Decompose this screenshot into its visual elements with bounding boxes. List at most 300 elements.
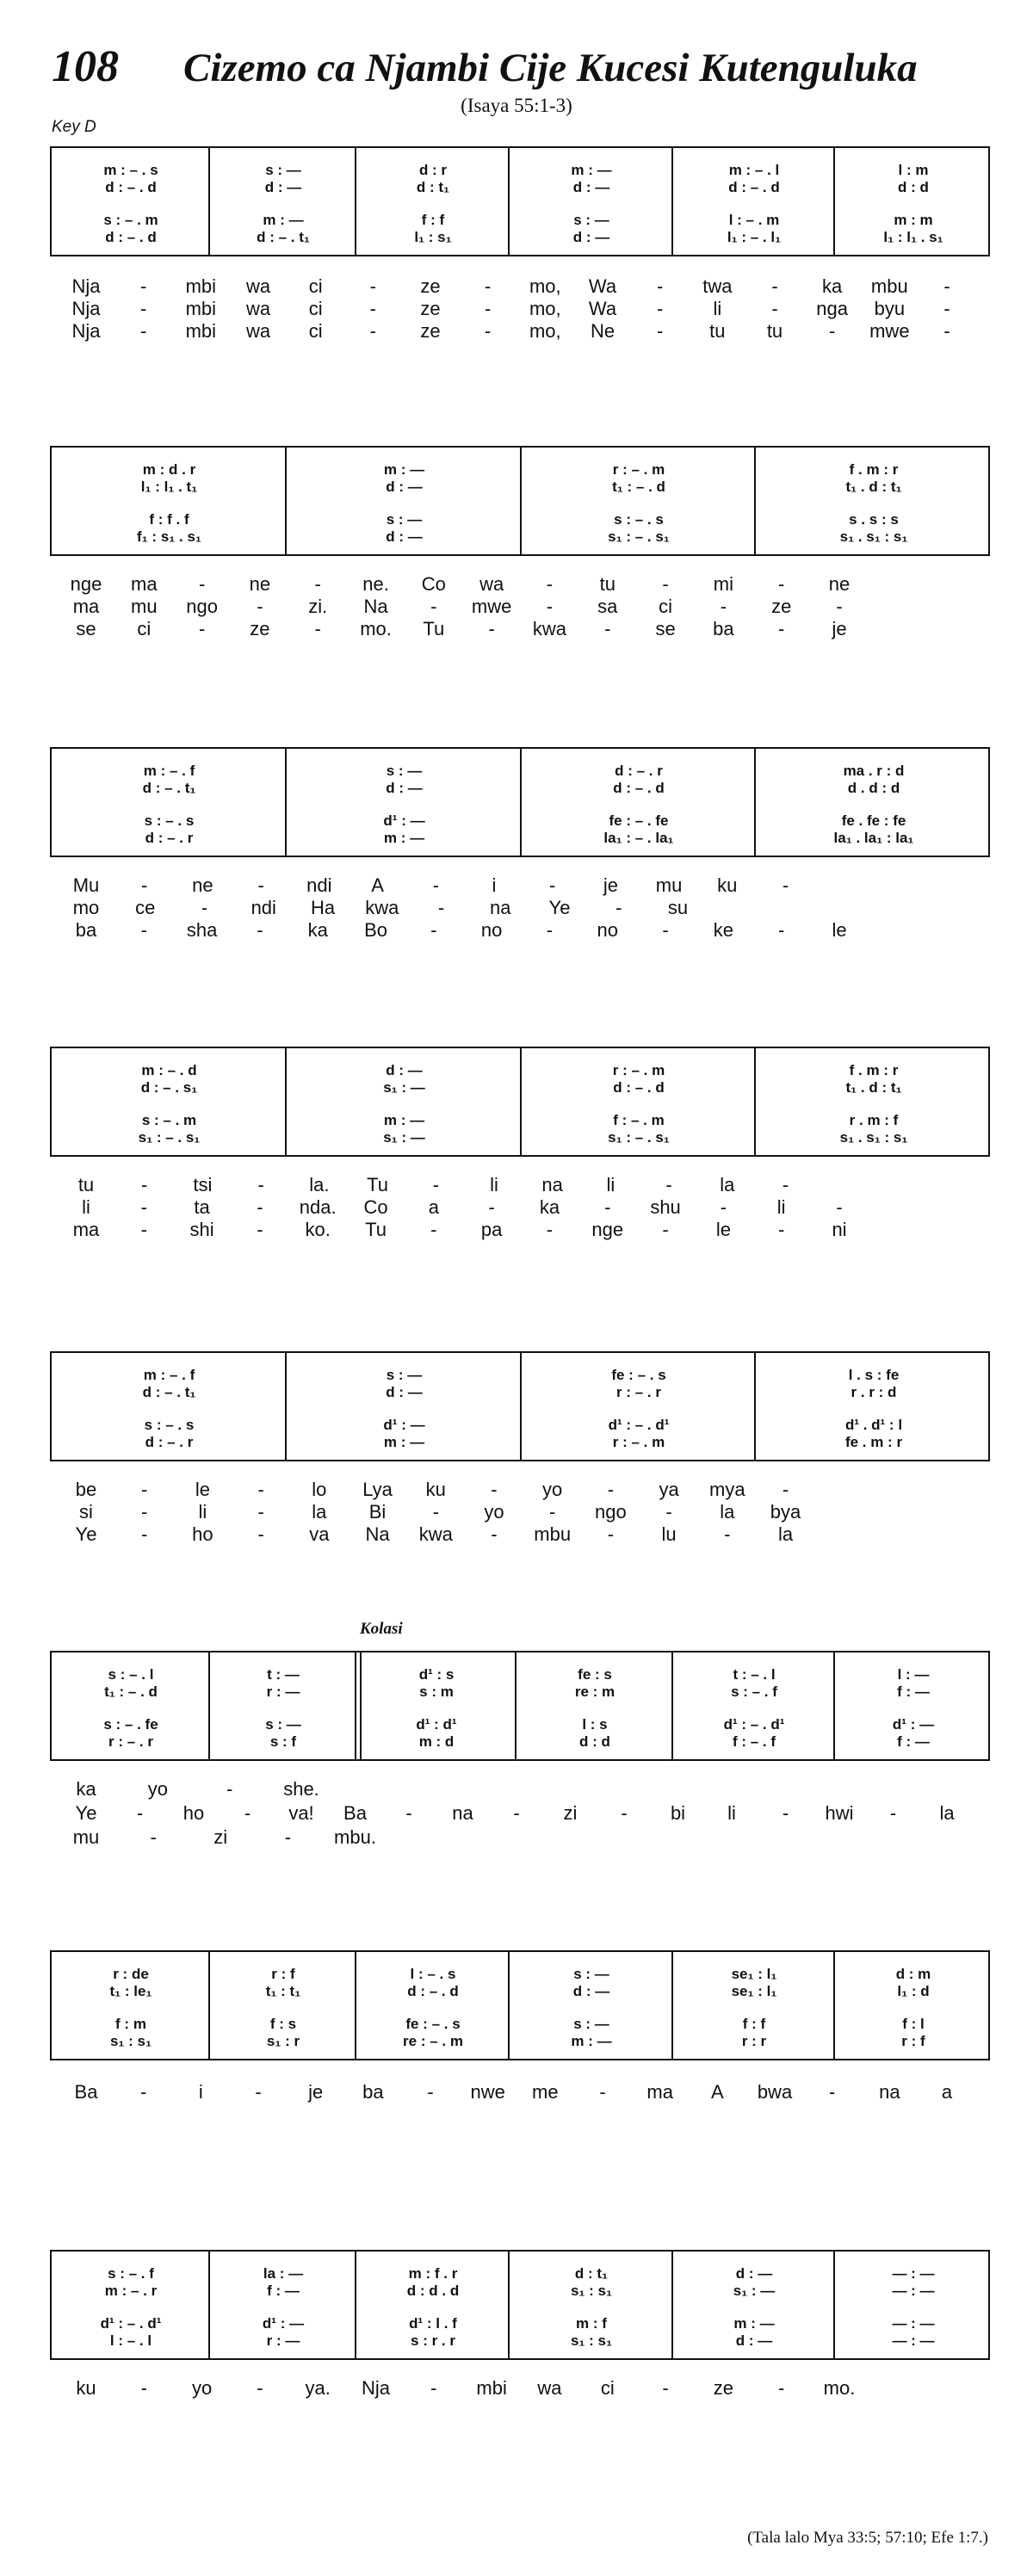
voice-part-notes: s₁ : s₁ bbox=[570, 2332, 613, 2349]
voice-part-notes: fe : – . s bbox=[611, 1367, 666, 1383]
lyric-syllable: - bbox=[491, 1523, 498, 1545]
voice-part-notes: f : f bbox=[421, 212, 445, 228]
lyric-syllable: Na bbox=[363, 596, 388, 617]
bar-line bbox=[671, 2252, 673, 2358]
voice-part-notes: d : — bbox=[572, 179, 610, 195]
lyric-line bbox=[0, 1778, 1033, 1802]
bar-line bbox=[833, 148, 835, 255]
voice-part-notes: s : – . m bbox=[103, 212, 158, 228]
lyric-syllable: - bbox=[546, 573, 554, 595]
lyric-syllable: - bbox=[488, 1196, 495, 1218]
lyric-syllable: - bbox=[257, 1174, 264, 1195]
voice-part-notes: t₁ . d : t₁ bbox=[845, 1079, 902, 1096]
lyric-syllable: ne bbox=[249, 573, 271, 595]
lyric-line bbox=[0, 1501, 1033, 1525]
voice-part-notes: s : — bbox=[386, 511, 423, 528]
lyric-syllable: nga bbox=[816, 298, 849, 319]
lyric-syllable: mbu bbox=[534, 1523, 572, 1545]
lyric-syllable: - bbox=[607, 1523, 615, 1545]
voice-part-notes: m : – . l bbox=[728, 162, 780, 178]
measure bbox=[290, 749, 518, 856]
voice-part-notes: m : f . r bbox=[408, 2265, 458, 2282]
voice-part-notes: f : — bbox=[267, 2283, 300, 2299]
bar-line bbox=[833, 1952, 835, 2059]
lyric-syllable: Ye bbox=[548, 897, 571, 918]
voice-part-notes: d¹ : – . d¹ bbox=[100, 2315, 162, 2332]
lyric-syllable: me bbox=[532, 2081, 559, 2103]
lyric-syllable: zi. bbox=[308, 596, 328, 617]
voice-part-notes: m : – . s bbox=[103, 162, 158, 178]
measure bbox=[290, 1048, 518, 1155]
lyric-syllable: - bbox=[828, 2081, 836, 2103]
lyric-syllable: - bbox=[782, 1802, 789, 1824]
lyric-syllable: - bbox=[257, 1196, 263, 1218]
measure bbox=[513, 148, 670, 255]
voice-part-notes: d¹ : d¹ bbox=[416, 1716, 457, 1733]
lyric-syllable: ni bbox=[832, 1219, 847, 1240]
voice-part-notes: s : — bbox=[386, 1367, 423, 1383]
lyric-syllable: - bbox=[141, 1479, 148, 1500]
voice-part-notes: se₁ : l₁ bbox=[731, 1966, 777, 1982]
voice-part-notes: s : – . l bbox=[108, 1666, 154, 1683]
lyric-syllable: ko. bbox=[305, 1219, 331, 1240]
lyric-syllable: ku bbox=[425, 1479, 446, 1500]
lyric-syllable: la. bbox=[309, 1174, 330, 1195]
lyric-syllable: - bbox=[782, 1174, 789, 1195]
lyric-syllable: Ne bbox=[590, 320, 615, 342]
voice-part-notes: re : – . m bbox=[403, 2033, 463, 2049]
lyric-syllable: su bbox=[667, 897, 689, 918]
voice-part-notes: s . s : s bbox=[849, 511, 899, 528]
measure bbox=[525, 448, 752, 554]
bar-line bbox=[515, 1652, 516, 1759]
bar-line bbox=[754, 749, 756, 856]
lyric-syllable: - bbox=[720, 1196, 727, 1218]
lyric-syllable: - bbox=[257, 874, 264, 896]
voice-part-notes: re : m bbox=[574, 1683, 615, 1700]
scripture-reference: (Isaya 55:1-3) bbox=[461, 95, 572, 116]
voice-part-notes: d : — bbox=[572, 229, 610, 245]
voice-part-notes: m : m bbox=[894, 212, 933, 228]
lyric-syllable: li bbox=[776, 1196, 786, 1218]
lyric-syllable: ya. bbox=[305, 2377, 331, 2399]
lyric-syllable: - bbox=[778, 1219, 785, 1240]
lyric-syllable: - bbox=[141, 1523, 148, 1545]
lyric-syllable: mo. bbox=[823, 2377, 856, 2399]
voice-part-notes: d¹ : – . d¹ bbox=[608, 1417, 670, 1433]
bar-line bbox=[520, 448, 522, 554]
lyric-line bbox=[0, 874, 1033, 899]
music-system bbox=[50, 1950, 990, 2060]
bar-line bbox=[285, 749, 287, 856]
lyric-syllable: nda. bbox=[299, 1196, 337, 1218]
lyric-syllable: i bbox=[492, 874, 497, 896]
lyric-syllable: lu bbox=[661, 1523, 677, 1545]
measure bbox=[55, 1652, 207, 1759]
lyric-syllable: li bbox=[82, 1196, 90, 1218]
lyric-syllable: - bbox=[782, 1479, 789, 1500]
voice-part-notes: r : — bbox=[266, 1683, 300, 1700]
lyric-syllable: - bbox=[615, 897, 622, 918]
lyric-syllable: ho bbox=[182, 1802, 205, 1824]
lyric-syllable: - bbox=[889, 1802, 897, 1824]
bar-line bbox=[208, 1652, 210, 1759]
lyric-syllable: byu bbox=[874, 298, 906, 319]
lyric-syllable: no bbox=[597, 919, 619, 941]
voice-part-notes: f : – . f bbox=[732, 1733, 776, 1750]
voice-part-notes: d¹ : — bbox=[383, 812, 425, 829]
footer-reference: (Tala lalo Mya 33:5; 57:10; Efe 1:7.) bbox=[747, 2529, 988, 2547]
lyric-syllable: Na bbox=[365, 1523, 390, 1545]
voice-part-notes: d . d : d bbox=[847, 780, 900, 796]
voice-part-notes: d : — bbox=[386, 528, 423, 545]
measure bbox=[513, 1952, 670, 2059]
lyric-syllable: la bbox=[777, 1523, 794, 1545]
voice-part-notes: l₁ : – . l₁ bbox=[727, 229, 782, 245]
lyric-syllable: - bbox=[139, 2081, 147, 2103]
lyric-syllable: - bbox=[720, 596, 727, 617]
lyric-syllable: - bbox=[284, 1826, 292, 1848]
lyric-line bbox=[0, 1523, 1033, 1547]
lyric-syllable: je bbox=[308, 2081, 324, 2103]
lyric-syllable: Bo bbox=[364, 919, 387, 941]
lyric-syllable: Mu bbox=[72, 874, 100, 896]
lyric-syllable: li bbox=[606, 1174, 615, 1195]
lyric-syllable: Tu bbox=[423, 618, 445, 639]
voice-part-notes: m : — bbox=[383, 461, 425, 478]
voice-part-notes: m : – . f bbox=[143, 763, 195, 779]
lyric-syllable: ci bbox=[659, 596, 673, 617]
music-system bbox=[50, 1651, 990, 1761]
lyric-syllable: ma bbox=[646, 2081, 673, 2103]
lyric-syllable: Lya bbox=[362, 1479, 393, 1500]
lyric-syllable: hwi bbox=[825, 1802, 854, 1824]
lyric-syllable: - bbox=[771, 275, 778, 297]
lyric-syllable: se bbox=[655, 618, 676, 639]
voice-part-notes: s₁ : – . s₁ bbox=[138, 1129, 201, 1146]
lyric-syllable: ba bbox=[713, 618, 734, 639]
lyric-syllable: mi bbox=[713, 573, 733, 595]
measure bbox=[55, 1048, 283, 1155]
measure bbox=[55, 148, 207, 255]
voice-part-notes: s₁ : — bbox=[383, 1079, 425, 1096]
lyric-syllable: - bbox=[432, 1174, 439, 1195]
lyric-syllable: Ye bbox=[75, 1802, 97, 1824]
voice-part-notes: la : — bbox=[263, 2265, 304, 2282]
lyric-line bbox=[0, 1802, 1033, 1826]
voice-part-notes: s : r . r bbox=[411, 2332, 455, 2349]
music-system bbox=[50, 146, 990, 256]
lyric-line bbox=[0, 2377, 1033, 2401]
voice-part-notes: s : – . f bbox=[731, 1683, 777, 1700]
lyric-syllable: - bbox=[139, 298, 147, 319]
lyric-syllable: ze bbox=[250, 618, 270, 639]
voice-part-notes: s₁ : r bbox=[266, 2033, 300, 2049]
voice-part-notes: l : – . m bbox=[728, 212, 780, 228]
lyric-syllable: ngo bbox=[595, 1501, 627, 1523]
voice-part-notes: s : – . s bbox=[144, 812, 195, 829]
lyric-syllable: - bbox=[724, 1523, 731, 1545]
voice-part-notes: d¹ : — bbox=[262, 2315, 305, 2332]
voice-part-notes: la₁ : – . la₁ bbox=[603, 830, 674, 846]
bar-line bbox=[355, 1952, 356, 2059]
lyric-syllable: be bbox=[75, 1479, 97, 1500]
voice-part-notes: m : — bbox=[571, 162, 612, 178]
lyric-syllable: mu bbox=[131, 596, 158, 617]
lyric-line bbox=[0, 919, 1033, 943]
lyric-syllable: - bbox=[257, 596, 263, 617]
music-system bbox=[50, 747, 990, 857]
lyric-line bbox=[0, 1196, 1033, 1220]
voice-part-notes: m : d . r bbox=[142, 461, 196, 478]
lyric-syllable: Ba bbox=[74, 2081, 98, 2103]
voice-part-notes: d¹ : s bbox=[418, 1666, 455, 1683]
lyric-syllable: mbu bbox=[870, 275, 908, 297]
lyric-syllable: ci bbox=[137, 618, 152, 639]
measure bbox=[520, 1652, 670, 1759]
lyric-syllable: nge bbox=[70, 573, 102, 595]
lyric-syllable: - bbox=[604, 618, 611, 639]
lyric-syllable: Nja bbox=[71, 298, 101, 319]
lyric-syllable: - bbox=[369, 275, 376, 297]
lyric-syllable: mo. bbox=[360, 618, 392, 639]
voice-part-notes: f . m : r bbox=[849, 461, 899, 478]
lyric-syllable: ne bbox=[828, 573, 851, 595]
lyric-syllable: - bbox=[405, 1802, 412, 1824]
bar-line bbox=[285, 1353, 287, 1460]
bar-line bbox=[355, 148, 356, 255]
lyric-syllable: mo, bbox=[529, 275, 561, 297]
lyric-syllable: - bbox=[656, 298, 664, 319]
voice-part-notes: l₁ : l₁ . s₁ bbox=[883, 229, 943, 245]
lyric-syllable: Nja bbox=[362, 2377, 391, 2399]
measure bbox=[290, 448, 518, 554]
lyric-syllable: ma bbox=[131, 573, 158, 595]
lyric-syllable: la bbox=[720, 1501, 735, 1523]
lyric-syllable: ze bbox=[420, 275, 441, 297]
measure bbox=[360, 1652, 513, 1759]
voice-part-notes: l₁ : s₁ bbox=[414, 229, 452, 245]
voice-part-notes: l : — bbox=[897, 1666, 930, 1683]
voice-part-notes: s₁ : s₁ bbox=[109, 2033, 152, 2049]
measure bbox=[759, 1353, 988, 1460]
bar-line bbox=[671, 148, 673, 255]
lyric-syllable: - bbox=[491, 1479, 498, 1500]
lyric-line bbox=[0, 1219, 1033, 1243]
lyric-syllable: na bbox=[490, 897, 511, 918]
voice-part-notes: d : — bbox=[264, 179, 302, 195]
lyric-syllable: na bbox=[541, 1174, 563, 1195]
lyric-syllable: ze bbox=[713, 2377, 733, 2399]
lyric-line bbox=[0, 275, 1033, 300]
measure bbox=[55, 448, 283, 554]
measure bbox=[677, 1952, 832, 2059]
lyric-syllable: zi bbox=[213, 1826, 228, 1848]
measure bbox=[838, 1652, 988, 1759]
bar-line bbox=[671, 1952, 673, 2059]
voice-part-notes: la₁ . la₁ : la₁ bbox=[833, 830, 914, 846]
lyric-syllable: - bbox=[198, 573, 206, 595]
lyric-syllable: la bbox=[312, 1501, 327, 1523]
lyric-syllable: - bbox=[244, 1802, 251, 1824]
lyric-syllable: - bbox=[546, 919, 554, 941]
bar-line bbox=[285, 448, 287, 554]
lyric-syllable: shu bbox=[650, 1196, 681, 1218]
voice-part-notes: t₁ . d : t₁ bbox=[845, 479, 902, 495]
lyric-syllable: li bbox=[198, 1501, 207, 1523]
voice-part-notes: d : d bbox=[579, 1733, 610, 1750]
lyric-syllable: wa bbox=[245, 298, 271, 319]
lyric-syllable: - bbox=[665, 1501, 672, 1523]
voice-part-notes: m : — bbox=[571, 2033, 612, 2049]
lyric-syllable: bya bbox=[770, 1501, 801, 1523]
lyric-syllable: - bbox=[782, 874, 789, 896]
lyric-line bbox=[0, 618, 1033, 642]
voice-part-notes: d¹ : – . d¹ bbox=[723, 1716, 785, 1733]
voice-part-notes: d : – . d bbox=[613, 780, 665, 796]
lyric-syllable: lo bbox=[312, 1479, 327, 1500]
voice-part-notes: r : – . r bbox=[616, 1384, 661, 1400]
lyric-syllable: ci bbox=[308, 320, 323, 342]
lyric-line bbox=[0, 897, 1033, 921]
measure bbox=[55, 1952, 207, 2059]
lyric-syllable: - bbox=[621, 1802, 628, 1824]
lyric-syllable: ci bbox=[308, 275, 323, 297]
voice-part-notes: s₁ : – . s₁ bbox=[608, 528, 670, 545]
lyric-syllable: tu bbox=[766, 320, 783, 342]
voice-part-notes: s : f bbox=[269, 1733, 297, 1750]
voice-part-notes: d : m bbox=[895, 1966, 931, 1982]
lyric-syllable: ya bbox=[659, 1479, 679, 1500]
lyric-syllable: - bbox=[828, 320, 836, 342]
lyric-syllable: i bbox=[198, 2081, 203, 2103]
voice-part-notes: — : — bbox=[892, 2332, 935, 2349]
lyric-syllable: - bbox=[836, 1196, 843, 1218]
lyric-syllable: li bbox=[713, 298, 722, 319]
lyric-syllable: ka bbox=[307, 919, 328, 941]
voice-part-notes: l₁ : d bbox=[897, 1983, 930, 1999]
voice-part-notes: fe : s bbox=[578, 1666, 612, 1683]
voice-part-notes: m : — bbox=[733, 2315, 775, 2332]
voice-part-notes: r : – . m bbox=[612, 1062, 665, 1078]
lyric-syllable: yo bbox=[542, 1479, 563, 1500]
lyric-syllable: Nja bbox=[71, 320, 101, 342]
bar-line bbox=[508, 1952, 510, 2059]
voice-part-notes: f : m bbox=[115, 2016, 146, 2032]
music-system bbox=[50, 1047, 990, 1157]
voice-part-notes: r : — bbox=[266, 2332, 300, 2349]
bar-line bbox=[508, 2252, 510, 2358]
measure bbox=[838, 148, 988, 255]
voice-part-notes: d : – . r bbox=[145, 1434, 194, 1450]
voice-part-notes: t₁ : t₁ bbox=[265, 1983, 301, 1999]
voice-part-notes: l : – . l bbox=[109, 2332, 152, 2349]
lyric-syllable: Nja bbox=[71, 275, 101, 297]
lyric-line bbox=[0, 1174, 1033, 1198]
voice-part-notes: r : f bbox=[271, 1966, 295, 1982]
measure bbox=[677, 2252, 832, 2358]
lyric-syllable: - bbox=[141, 1501, 148, 1523]
voice-part-notes: fe . m : r bbox=[844, 1434, 903, 1450]
voice-part-notes: f : l bbox=[902, 2016, 925, 2032]
lyric-syllable: nwe bbox=[470, 2081, 505, 2103]
lyric-syllable: - bbox=[198, 618, 206, 639]
lyric-syllable: mya bbox=[709, 1479, 745, 1500]
lyric-syllable: Wa bbox=[588, 298, 617, 319]
lyric-syllable: li bbox=[490, 1174, 498, 1195]
lyric-syllable: Ba bbox=[343, 1802, 367, 1824]
lyric-syllable: ne bbox=[192, 874, 213, 896]
lyric-syllable: wa bbox=[245, 320, 271, 342]
measure bbox=[759, 749, 988, 856]
lyric-syllable: le bbox=[195, 1479, 210, 1500]
bar-line bbox=[833, 2252, 835, 2358]
lyric-syllable: - bbox=[513, 1802, 520, 1824]
lyric-line bbox=[0, 320, 1033, 344]
lyric-syllable: a bbox=[428, 1196, 439, 1218]
voice-part-notes: s₁ : — bbox=[733, 2283, 776, 2299]
lyric-syllable: - bbox=[662, 2377, 669, 2399]
measure bbox=[677, 1652, 832, 1759]
lyric-syllable: ke bbox=[713, 919, 733, 941]
lyric-syllable: - bbox=[369, 298, 376, 319]
voice-part-notes: f : — bbox=[897, 1683, 930, 1700]
voice-part-notes: d : – . d bbox=[728, 179, 780, 195]
voice-part-notes: d : – . d bbox=[613, 1079, 665, 1096]
bar-line bbox=[208, 1952, 210, 2059]
lyric-syllable: mbi bbox=[185, 320, 217, 342]
lyric-syllable: - bbox=[662, 919, 669, 941]
voice-part-notes: l : – . s bbox=[410, 1966, 456, 1982]
bar-line bbox=[208, 2252, 210, 2358]
voice-part-notes: s : — bbox=[573, 1966, 609, 1982]
voice-part-notes: d : – . s₁ bbox=[140, 1079, 198, 1096]
voice-part-notes: s₁ : – . s₁ bbox=[608, 1129, 670, 1146]
lyric-syllable: bwa bbox=[757, 2081, 793, 2103]
lyric-syllable: bi bbox=[670, 1802, 686, 1824]
voice-part-notes: s : — bbox=[573, 212, 609, 228]
lyric-syllable: Co bbox=[421, 573, 446, 595]
lyric-syllable: ce bbox=[135, 897, 156, 918]
voice-part-notes: d¹ : — bbox=[892, 1716, 935, 1733]
lyric-syllable: la bbox=[720, 1174, 735, 1195]
voice-part-notes: d : — bbox=[386, 1384, 423, 1400]
lyric-syllable: tsi bbox=[193, 1174, 213, 1195]
voice-part-notes: s : – . m bbox=[141, 1112, 197, 1128]
lyric-syllable: - bbox=[662, 1219, 669, 1240]
lyric-syllable: mbi bbox=[185, 275, 217, 297]
lyric-syllable: ci bbox=[600, 2377, 615, 2399]
voice-part-notes: r : f bbox=[901, 2033, 925, 2049]
lyric-syllable: A bbox=[371, 874, 384, 896]
lyric-syllable: - bbox=[257, 1523, 264, 1545]
lyric-syllable: tu bbox=[709, 320, 726, 342]
bar-line bbox=[520, 1353, 522, 1460]
lyric-syllable: le bbox=[715, 1219, 731, 1240]
voice-part-notes: f : f . f bbox=[149, 511, 189, 528]
lyric-syllable: - bbox=[484, 320, 492, 342]
lyric-syllable: mwe bbox=[869, 320, 910, 342]
lyric-syllable: - bbox=[437, 897, 445, 918]
voice-part-notes: d : — bbox=[735, 2265, 773, 2282]
lyric-syllable: - bbox=[369, 320, 376, 342]
lyric-syllable: wa bbox=[537, 2377, 562, 2399]
measure bbox=[838, 2252, 988, 2358]
voice-part-notes: d : — bbox=[386, 780, 423, 796]
lyric-syllable: mbi bbox=[185, 298, 217, 319]
measure bbox=[213, 2252, 353, 2358]
lyric-syllable: ka bbox=[539, 1196, 560, 1218]
